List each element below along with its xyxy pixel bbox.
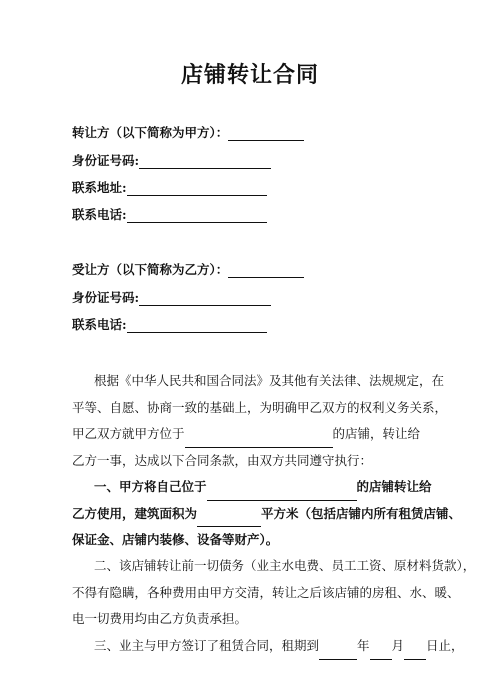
preamble-line-3 (72, 421, 438, 448)
clause-1-line-1 (72, 474, 438, 501)
party-a-id-blank[interactable] (139, 156, 271, 169)
clause-1-location-blank[interactable] (207, 486, 357, 501)
clause-3-line-1-start: 三、业主与甲方签订了租赁合同，租期到 (94, 638, 320, 653)
preamble-line-3-end: 的店铺，转让给 (332, 426, 421, 441)
clause-1-paragraph (72, 474, 462, 554)
clause-1-line-1-start: 一、甲方将自己位于 (94, 479, 207, 494)
party-b-phone-field (72, 317, 267, 333)
party-b-id-label: 身份证号码: (72, 290, 140, 305)
party-b-phone-blank[interactable] (127, 320, 267, 333)
party-a-id-field (72, 153, 271, 169)
clause-1-line-2 (72, 501, 462, 528)
party-a-name-field (72, 125, 304, 141)
clause-2-line-3: 电一切费用均由乙方负责承担。 (72, 611, 248, 626)
clause-3-paragraph (72, 633, 464, 660)
party-a-phone-label: 联系电话: (72, 207, 127, 222)
party-b-phone-label: 联系电话: (72, 317, 127, 332)
shop-location-blank[interactable] (185, 433, 333, 448)
party-b-id-blank[interactable] (139, 293, 271, 306)
party-a-id-label: 身份证号码: (72, 153, 140, 168)
preamble-line-4: 乙方一事，达成以下合同条款，由双方共同遵守执行： (72, 452, 373, 468)
preamble-paragraph (72, 368, 448, 474)
party-a-phone-field (72, 207, 267, 223)
preamble-line-1: 根据《中华人民共和国合同法》及其他有关法律、法规规定，在 (94, 373, 445, 388)
clause-1-line-2-start: 乙方使用，建筑面积为 (72, 505, 198, 521)
year-label: 年 (357, 638, 370, 653)
party-a-name-label: 转让方（以下简称为甲方）： (72, 125, 229, 140)
party-a-name-blank[interactable] (228, 128, 304, 141)
clause-1-line-2-end: 平方米（包括店铺内所有租赁店铺、 (261, 505, 462, 521)
day-label: 日止， (426, 638, 464, 653)
party-b-name-field (72, 262, 304, 278)
document-title: 店铺转让合同 (180, 62, 319, 88)
lease-year-blank[interactable] (319, 645, 357, 660)
area-blank[interactable] (197, 512, 261, 527)
party-a-phone-blank[interactable] (127, 210, 267, 223)
clause-2-line-1: 二、该店铺转让前一切债务（业主水电费、员工工资、原材料货款）， (94, 558, 476, 573)
party-b-id-field (72, 290, 271, 306)
preamble-line-3-start: 甲乙双方就甲方位于 (72, 426, 185, 441)
party-a-address-blank[interactable] (127, 183, 267, 196)
lease-month-blank[interactable] (370, 645, 392, 660)
clause-2-paragraph (72, 553, 476, 633)
clause-1-line-3: 保证金、店铺内装修、设备等财产）。 (72, 532, 279, 547)
party-b-name-label: 受让方（以下简称为乙方）： (72, 262, 229, 277)
party-b-name-blank[interactable] (228, 265, 304, 278)
clause-2-line-2: 不得有隐瞒，各种费用由甲方交清，转让之后该店铺的房租、水、暖、 (72, 584, 460, 600)
clause-1-line-1-end: 的店铺转让给 (356, 479, 432, 494)
party-a-address-label: 联系地址: (72, 180, 127, 195)
month-label: 月 (391, 638, 405, 653)
party-a-address-field (72, 180, 267, 196)
lease-day-blank[interactable] (404, 645, 426, 660)
clause-3-line-1 (72, 633, 464, 660)
preamble-line-2: 平等、自愿、协商一致的基础上，为明确甲乙双方的权利义务关系， (72, 399, 448, 415)
